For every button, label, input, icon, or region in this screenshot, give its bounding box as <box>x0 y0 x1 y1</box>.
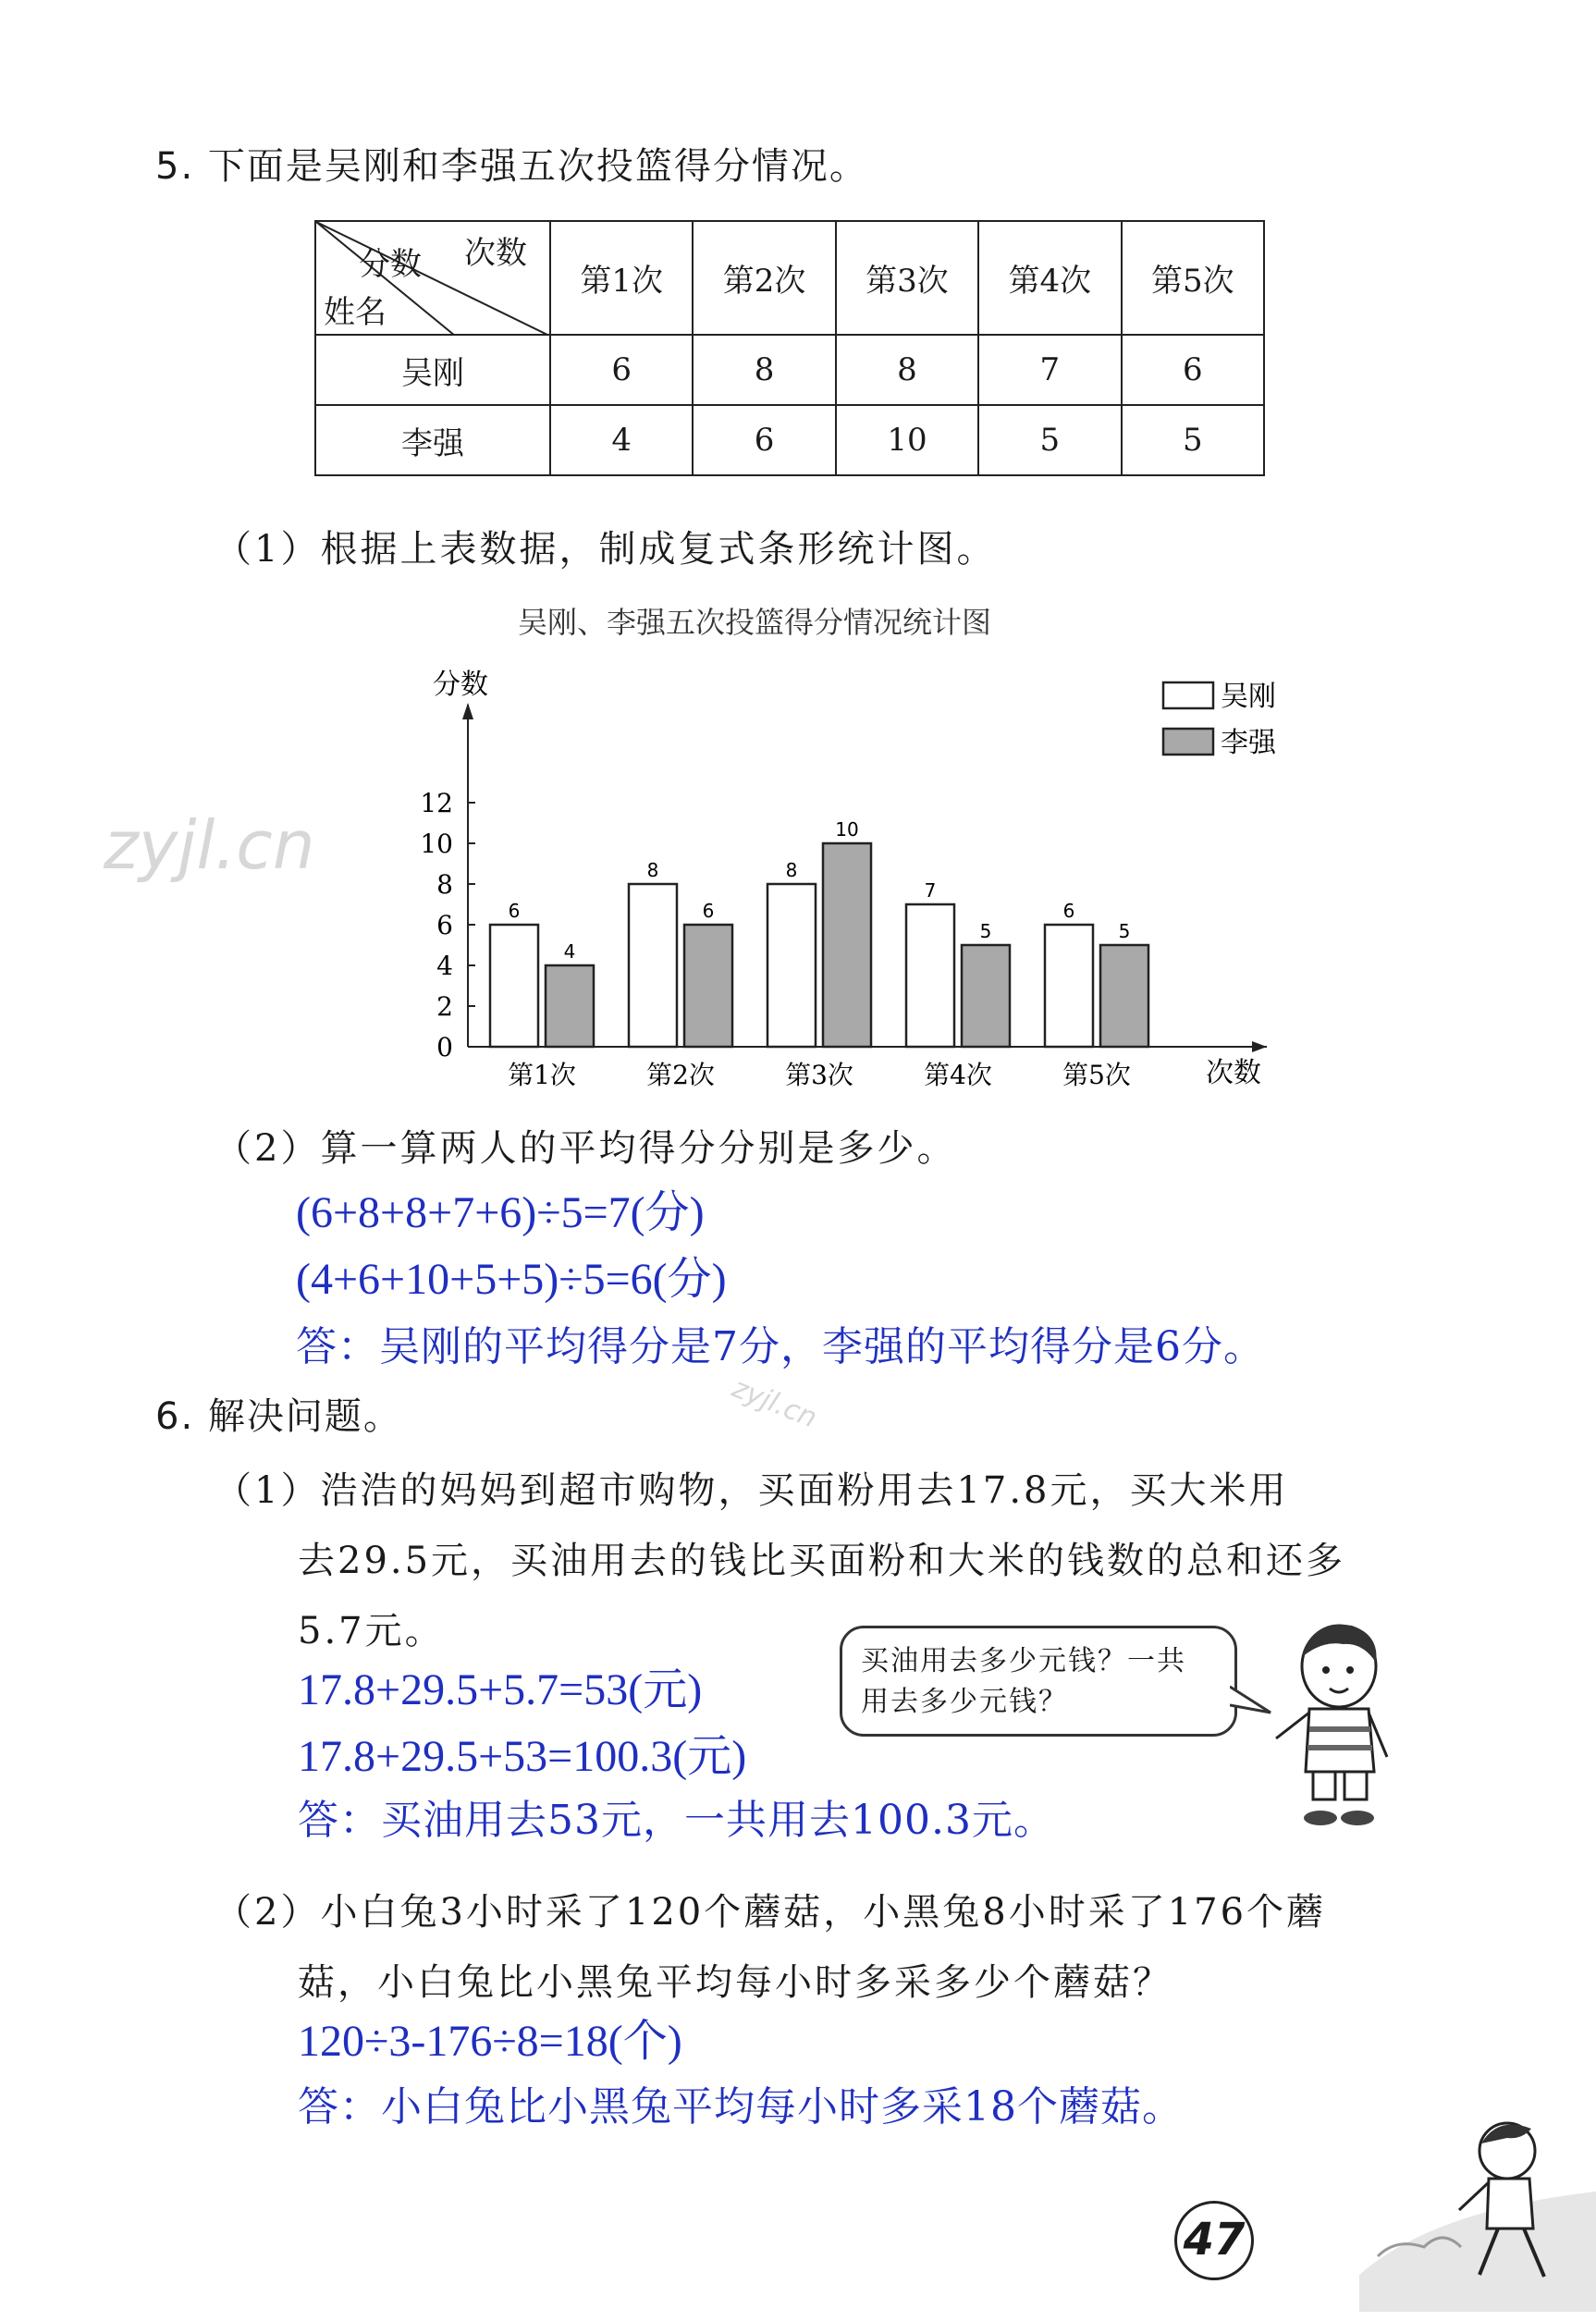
col-header: 第4次 <box>978 221 1121 335</box>
table-cell: 4 <box>550 405 693 475</box>
q6-p2-answer2: 答：小白兔比小黑兔平均每小时多采18个蘑菇。 <box>298 2083 1184 2131</box>
table-cell: 8 <box>836 335 978 405</box>
col-header: 第3次 <box>836 221 978 335</box>
y-tick-label: 12 <box>420 788 453 818</box>
y-tick-label: 6 <box>436 910 453 940</box>
table-cell: 6 <box>550 335 693 405</box>
table-cell: 5 <box>978 405 1121 475</box>
table-cell: 6 <box>1122 335 1264 405</box>
y-tick-label: 0 <box>436 1032 453 1062</box>
bar <box>1045 925 1093 1047</box>
bar <box>823 843 871 1047</box>
bar <box>962 945 1010 1047</box>
x-tick-label: 第5次 <box>1062 1060 1131 1090</box>
table-row <box>315 335 1264 405</box>
data-label: 6 <box>702 900 715 922</box>
bar-chart <box>407 666 1295 1110</box>
col-header: 第5次 <box>1122 221 1264 335</box>
legend-swatch <box>1163 682 1213 708</box>
q6-p1-line2: 去29.5元，买油用去的钱比买面粉和大米的钱数的总和还多 <box>298 1540 1346 1582</box>
header-name: 姓名 <box>324 294 387 331</box>
bar <box>684 925 732 1047</box>
q6-p2-answer1: 120÷3-176÷8=18(个) <box>298 2017 682 2066</box>
q6-p1-answer2: 17.8+29.5+53=100.3(元) <box>298 1732 747 1781</box>
row-name: 吴刚 <box>315 335 550 405</box>
y-tick-label: 2 <box>436 991 453 1022</box>
x-tick-label: 第3次 <box>785 1060 853 1090</box>
page-number: 47 <box>1174 2201 1254 2280</box>
header-times: 次数 <box>464 235 527 272</box>
col-header: 第2次 <box>693 221 835 335</box>
table-row <box>315 405 1264 475</box>
table-cell: 10 <box>836 405 978 475</box>
bar <box>546 965 594 1047</box>
x-axis-label: 次数 <box>1206 1057 1261 1089</box>
x-tick-label: 第4次 <box>924 1060 992 1090</box>
data-label: 7 <box>924 879 937 902</box>
q6-p2-line2: 菇，小白兔比小黑兔平均每小时多采多少个蘑菇？ <box>298 1961 1172 2004</box>
legend-label: 吴刚 <box>1221 681 1276 713</box>
data-label: 6 <box>1062 900 1075 922</box>
legend-label: 李强 <box>1221 727 1276 759</box>
data-label: 5 <box>1118 920 1131 942</box>
bar <box>629 884 677 1047</box>
q6-p2-line1: （2）小白兔3小时采了120个蘑菇，小黑兔8小时采了176个蘑 <box>215 1891 1327 1934</box>
q5-part1: （1）根据上表数据，制成复式条形统计图。 <box>215 528 997 571</box>
bar <box>767 884 816 1047</box>
y-tick-label: 8 <box>436 869 453 900</box>
speech-bubble <box>840 1626 1237 1737</box>
table-cell: 8 <box>693 335 835 405</box>
x-tick-label: 第1次 <box>508 1060 576 1090</box>
bar <box>906 904 954 1047</box>
q5-answer-line2: (4+6+10+5+5)÷5=6(分) <box>296 1255 727 1304</box>
data-label: 5 <box>979 920 992 942</box>
chart-title: 吴刚、李强五次投篮得分情况统计图 <box>518 605 992 640</box>
bar <box>1100 945 1148 1047</box>
x-tick-label: 第2次 <box>646 1060 715 1090</box>
boy-illustration <box>1267 1609 1406 1831</box>
data-label: 8 <box>646 859 659 881</box>
table-cell: 5 <box>1122 405 1264 475</box>
bar <box>490 925 538 1047</box>
table-diagonal-header <box>315 221 550 335</box>
score-table <box>314 220 1265 476</box>
watermark-large: zyjl.cn <box>104 806 315 884</box>
table-cell: 7 <box>978 335 1121 405</box>
q6-p1-line3: 5.7元。 <box>298 1610 445 1652</box>
q6-p1-answer3: 答：买油用去53元，一共用去100.3元。 <box>298 1797 1055 1844</box>
bubble-line1: 买油用去多少元钱？一共 <box>861 1645 1186 1677</box>
data-label: 10 <box>835 818 859 841</box>
watermark-small: zyjl.cn <box>727 1371 822 1435</box>
q5-part2: （2）算一算两人的平均得分分别是多少。 <box>215 1127 957 1170</box>
data-label: 4 <box>563 940 576 963</box>
q5-title: 5. 下面是吴刚和李强五次投篮得分情况。 <box>155 145 868 188</box>
header-score: 分数 <box>359 246 422 283</box>
table-cell: 6 <box>693 405 835 475</box>
col-header: 第1次 <box>550 221 693 335</box>
row-name: 李强 <box>315 405 550 475</box>
bubble-line2: 用去多少元钱？ <box>861 1686 1068 1718</box>
q5-answer-line3: 答：吴刚的平均得分是7分，李强的平均得分是6分。 <box>296 1323 1265 1370</box>
q6-p1-answer1: 17.8+29.5+5.7=53(元) <box>298 1665 703 1714</box>
y-axis-label: 分数 <box>433 669 488 701</box>
data-label: 8 <box>785 859 798 881</box>
running-boy-illustration <box>1359 2071 1596 2312</box>
q5-answer-line1: (6+8+8+7+6)÷5=7(分) <box>296 1188 705 1237</box>
y-tick-label: 4 <box>436 951 453 981</box>
q6-p1-line1: （1）浩浩的妈妈到超市购物，买面粉用去17.8元，买大米用 <box>215 1469 1289 1512</box>
q6-title: 6. 解决问题。 <box>155 1395 402 1438</box>
y-tick-label: 10 <box>420 829 453 859</box>
legend-swatch <box>1163 729 1213 755</box>
x-axis-arrow <box>1252 1041 1267 1052</box>
data-label: 6 <box>508 900 521 922</box>
y-axis-arrow <box>462 703 473 719</box>
